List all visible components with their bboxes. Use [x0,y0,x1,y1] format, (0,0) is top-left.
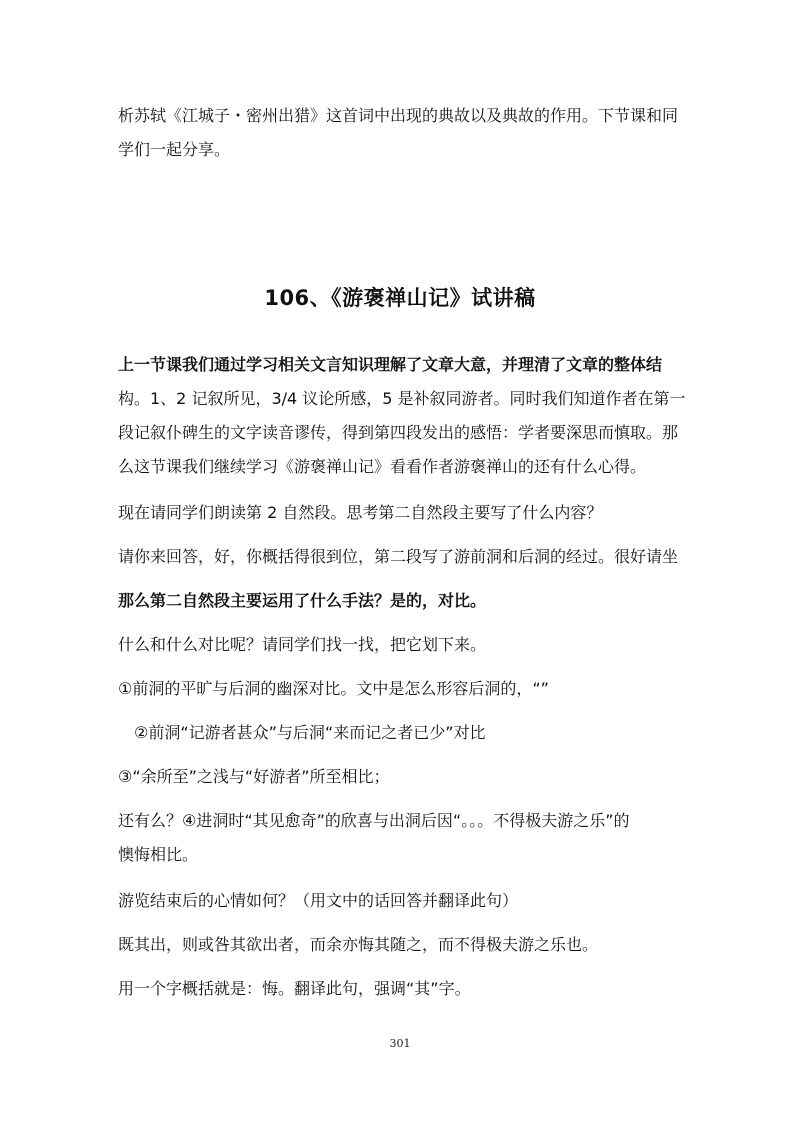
paragraph-8: ③“余所至”之浅与“好游者”所至相比； [118,767,390,786]
intro-line-2: 学们一起分享。 [118,140,231,159]
paragraph-12: 用一个字概括就是：悔。翻译此句，强调“其”字。 [118,979,471,998]
paragraph-2: 现在请同学们朗读第 2 自然段。思考第二自然段主要写了什么内容？ [118,503,603,522]
paragraph-11: 既其出，则或咎其欲出者，而余亦悔其随之，而不得极夫游之乐也。 [118,935,599,954]
paragraph-3: 请你来回答，好，你概括得很到位，第二段写了游前洞和后洞的经过。很好请坐 [118,547,679,566]
paragraph-6: ①前洞的平旷与后洞的幽深对比。文中是怎么形容后洞的，“” [118,679,549,698]
paragraph-1-line-1: 上一节课我们通过学习相关文言知识理解了文章大意，并理清了文章的整体结 [118,355,663,374]
paragraph-9-line-2: 懊悔相比。 [118,845,199,864]
paragraph-7: ②前洞“记游者甚众”与后洞“来而记之者已少”对比 [134,723,486,742]
paragraph-4: 那么第二自然段主要运用了什么手法？是的，对比。 [118,591,487,610]
paragraph-5: 什么和什么对比呢？请同学们找一找，把它划下来。 [118,635,487,654]
page-title: 106、《游褒禅山记》试讲稿 [264,286,536,310]
paragraph-1-line-2: 构。1、2 记叙所见，3/4 议论所感，5 是补叙同游者。同时我们知道作者在第一 [118,389,686,408]
paragraph-10: 游览结束后的心情如何？（用文中的话回答并翻译此句） [118,891,519,910]
intro-line-1: 析苏轼《江城子・密州出猎》这首词中出现的典故以及典故的作用。下节课和同 [118,106,679,125]
paragraph-1-line-4: 么这节课我们继续学习《游褒禅山记》看看作者游褒禅山的还有什么心得。 [118,457,647,476]
page-number: 301 [389,1037,411,1050]
paragraph-9-line-1: 还有么？④进洞时“其见愈奇”的欣喜与出洞后因“。。。不得极夫游之乐”的 [118,811,630,830]
paragraph-1-line-3: 段记叙仆碑生的文字读音谬传，得到第四段发出的感悟：学者要深思而慎取。那 [118,423,679,442]
